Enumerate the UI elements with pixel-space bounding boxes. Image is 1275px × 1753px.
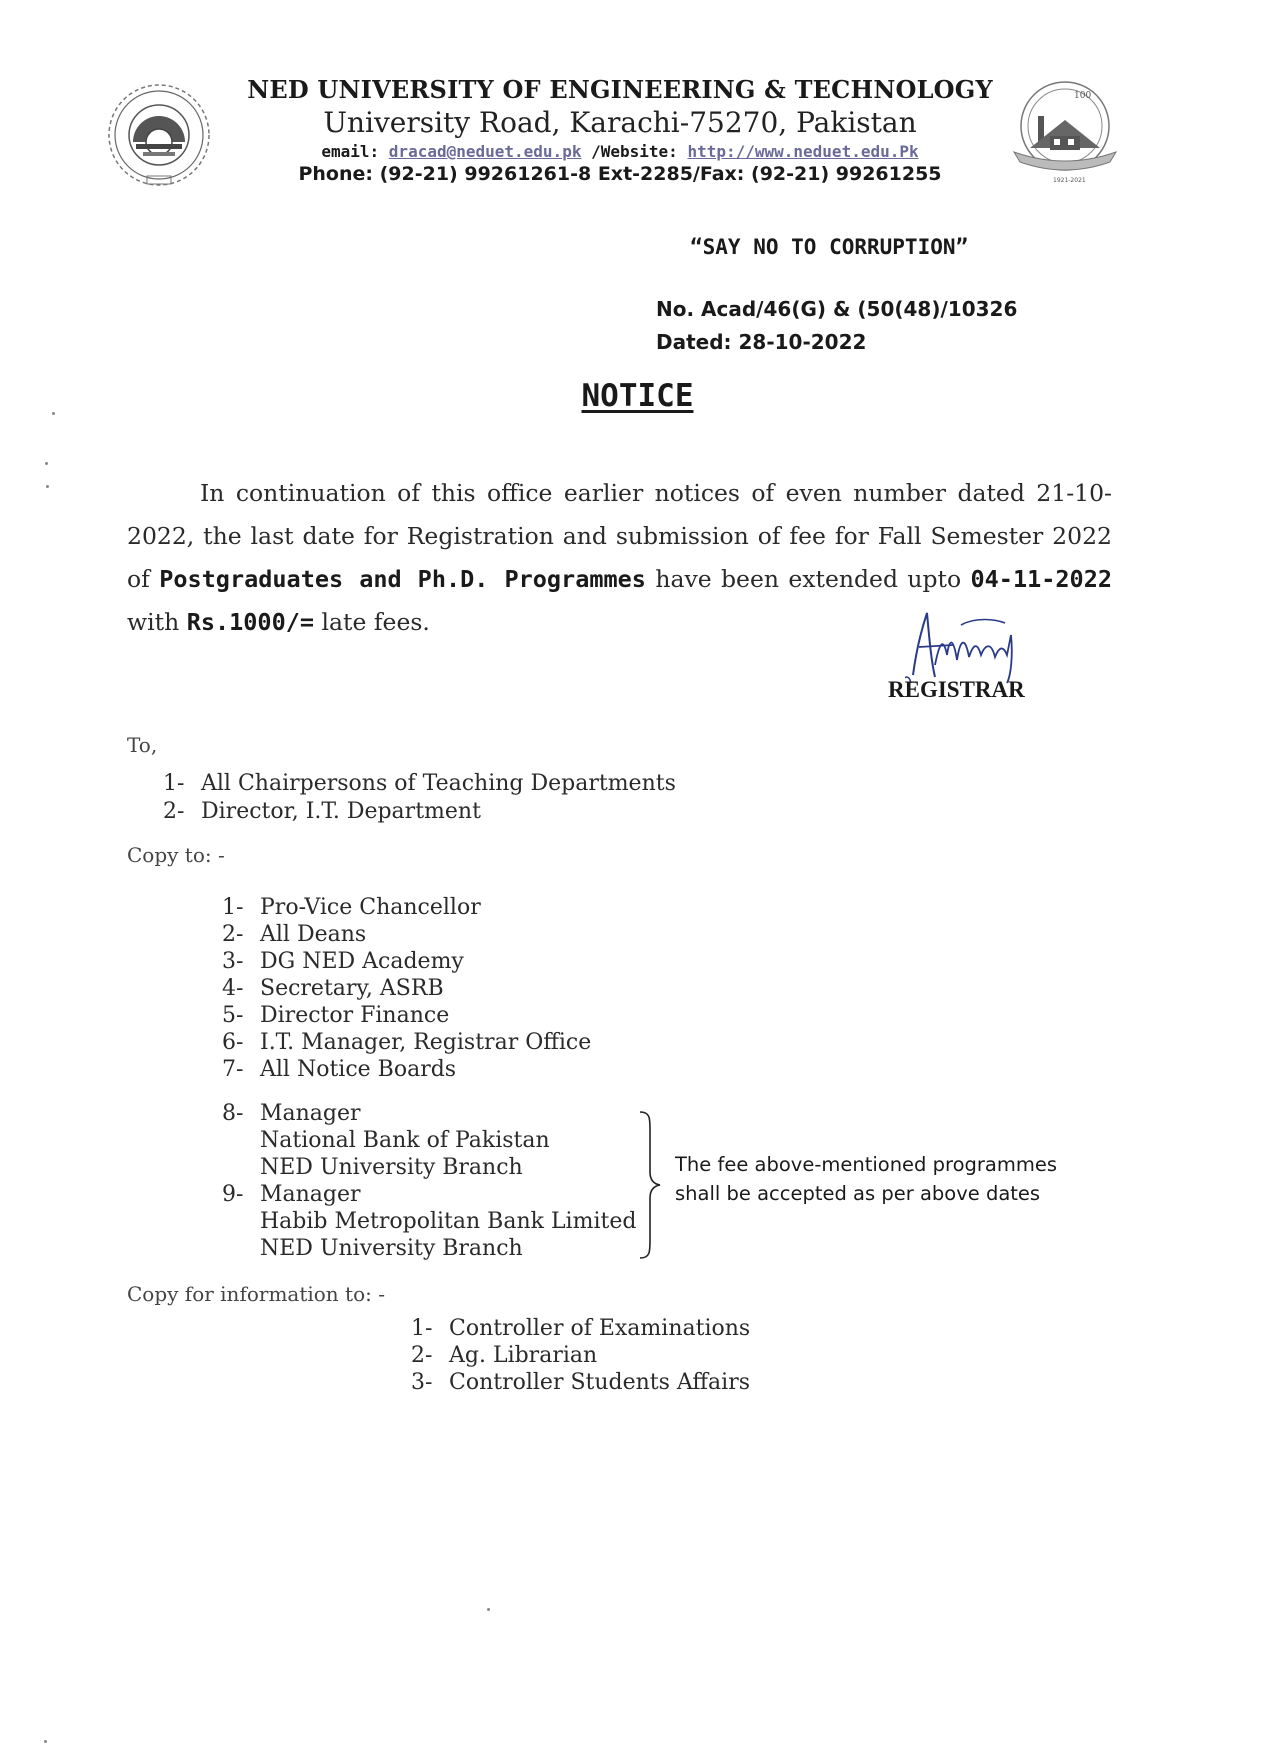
- list-item: 2- Ag. Librarian: [411, 1343, 598, 1368]
- bank-item-nbp: 8- Manager National Bank of Pakistan NED University Branch: [222, 1101, 550, 1180]
- reference-date: Dated: 28-10-2022: [656, 330, 867, 354]
- body-text-3: with: [127, 607, 187, 636]
- letterhead: [240, 75, 1000, 185]
- list-item: 1- All Chairpersons of Teaching Departments: [163, 771, 676, 796]
- list-item: 1- Pro-Vice Chancellor: [222, 895, 481, 920]
- bank-note-line-1: The fee above-mentioned programmes: [675, 1153, 1058, 1176]
- body-programmes: Postgraduates and Ph.D. Programmes: [159, 564, 646, 593]
- contact-line: [240, 142, 1000, 161]
- body-text-2: have been extended upto: [645, 564, 971, 593]
- list-item: 5- Director Finance: [222, 1003, 450, 1028]
- right-brace-icon: [636, 1110, 666, 1260]
- bank-note-line-2: shall be accepted as per above dates: [675, 1182, 1041, 1205]
- university-address: University Road, Karachi-75270, Pakistan: [323, 106, 917, 139]
- bank-note: [675, 1150, 1057, 1208]
- website-link[interactable]: http://www.neduet.edu.Pk: [687, 142, 919, 161]
- phone-line: Phone: (92-21) 99261261-8 Ext-2285/Fax: (92-21) 99261255: [298, 163, 942, 185]
- email-link[interactable]: dracad@neduet.edu.pk: [388, 142, 582, 161]
- list-item: 3- Controller Students Affairs: [411, 1370, 751, 1395]
- bank-list: [222, 1100, 636, 1262]
- list-item: 7- All Notice Boards: [222, 1057, 457, 1082]
- email-label: email:: [321, 142, 380, 161]
- ned-centenary-100-emblem-icon: [1010, 78, 1125, 186]
- list-item: 3- DG NED Academy: [222, 949, 464, 974]
- bank-item-hmb: 9- Manager Habib Metropolitan Bank Limited NED University Branch: [222, 1182, 637, 1261]
- to-list: [163, 770, 676, 826]
- copy-to-label: Copy to: -: [127, 843, 225, 867]
- registrar-designation: REGISTRAR: [888, 677, 1025, 702]
- list-item: 4- Secretary, ASRB: [222, 976, 444, 1001]
- handwritten-signature: [905, 605, 1035, 685]
- body-text-1: In continuation of this office earlier notices of even number dated 21-10-2022, the last date for Registration and submission of fee for Fall Semester 2022 of: [127, 478, 1112, 593]
- notice-title: [0, 378, 1275, 414]
- ned-university-seal-icon: [103, 78, 215, 193]
- list-item: 6- I.T. Manager, Registrar Office: [222, 1030, 592, 1055]
- notice-title-text: NOTICE: [581, 378, 694, 414]
- copy-to-list: [222, 894, 591, 1083]
- scan-speck: [46, 485, 49, 488]
- university-name: NED UNIVERSITY OF ENGINEERING & TECHNOLOGY: [247, 75, 993, 104]
- list-item: 2- Director, I.T. Department: [163, 799, 481, 824]
- website-label: /Website:: [591, 142, 678, 161]
- to-label: To,: [127, 733, 158, 757]
- scan-speck: [52, 412, 55, 415]
- centenary-years: 1921-2021: [1053, 177, 1086, 184]
- list-item: 2- All Deans: [222, 922, 367, 947]
- copy-info-label: Copy for information to: -: [127, 1282, 385, 1306]
- scan-speck: [45, 462, 48, 465]
- reference-number: No. Acad/46(G) & (50(48)/10326: [656, 297, 1018, 321]
- copy-info-list: [411, 1315, 750, 1396]
- scan-speck: [487, 1608, 490, 1611]
- body-late-fee: Rs.1000/=: [186, 607, 315, 636]
- scan-speck: [44, 1740, 47, 1743]
- reference-block: [656, 293, 1017, 359]
- centenary-number: 100: [1074, 91, 1092, 101]
- body-deadline: 04-11-2022: [970, 564, 1112, 593]
- slogan: “SAY NO TO CORRUPTION”: [690, 235, 969, 259]
- body-text-4: late fees.: [314, 607, 430, 636]
- list-item: 1- Controller of Examinations: [411, 1316, 751, 1341]
